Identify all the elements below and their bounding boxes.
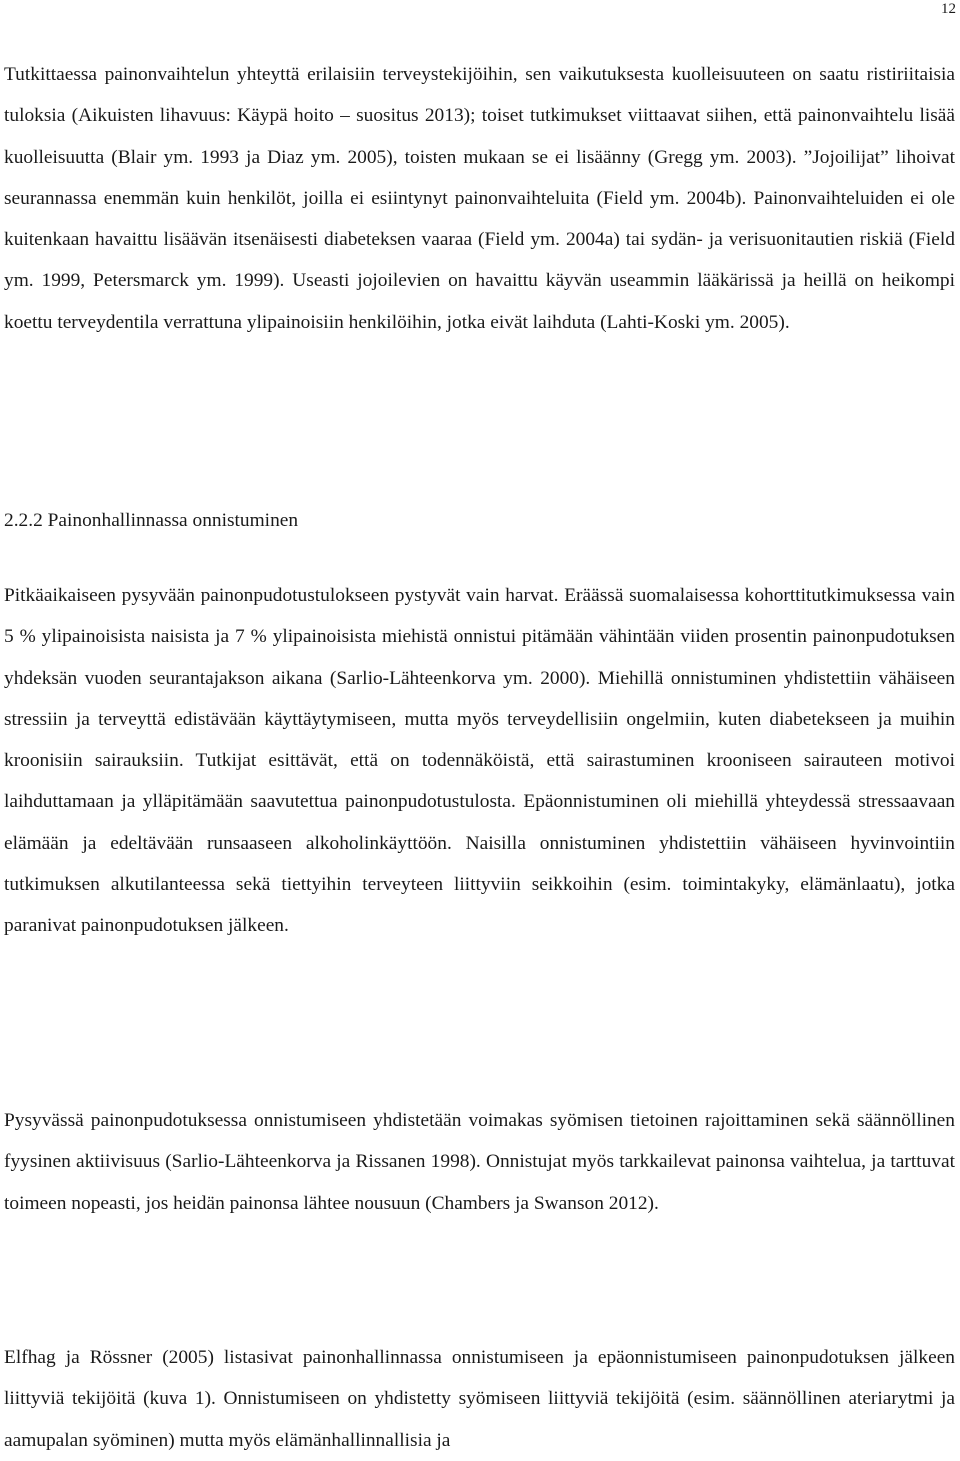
page-number: 12	[941, 1, 956, 17]
section-heading: 2.2.2 Painonhallinnassa onnistuminen	[4, 510, 299, 531]
paragraph-elfhag-rossner: Elfhag ja Rössner (2005) listasivat painonhallinnassa onnistumiseen ja epäonnistumiseen painonpudotuksen jälkeen liittyviä tekijöitä (kuva 1). Onnistumiseen on yhdistetty syömiseen liittyviä tekijöitä (esim. säännöllinen ateriarytmi ja aamupalan syöminen) mutta myös elämänhallinnallisia ja	[4, 1347, 955, 1451]
paragraph-weight-fluctuation: Tutkittaessa painonvaihtelun yhteyttä erilaisiin terveystekijöihin, sen vaikutuksesta kuolleisuuteen on saatu ristiriitaisia tuloksia (Aikuisten lihavuus: Käypä hoito – suositus 2013); toiset tutkimukset viittaavat siihen, että painonvaihtelu lisää kuolleisuutta (Blair ym. 1993 ja Diaz ym. 2005), toisten mukaan se ei lisäänny (Gregg ym. 2003). ”Jojoilijat” lihoivat seurannassa enemmän kuin henkilöt, joilla ei esiintynyt painonvaihteluita (Field ym. 2004b). Painonvaihteluiden ei ole kuitenkaan havaittu lisäävän itsenäisesti diabeteksen vaaraa (Field ym. 2004a) tai sydän- ja verisuonitautien riskiä (Field ym. 1999, Petersmarck ym. 1999). Useasti jojoilevien on havaittu käyvän useammin lääkärissä ja heillä on heikompi koettu terveydentila verrattuna ylipainoisiin henkilöihin, jotka eivät laihduta (Lahti-Koski ym. 2005).	[4, 64, 955, 333]
paragraph-sustained-weight-loss: Pysyvässä painonpudotuksessa onnistumiseen yhdistetään voimakas syömisen tietoinen rajoittaminen sekä säännöllinen fyysinen aktiivisuus (Sarlio-Lähteenkorva ja Rissanen 1998). Onnistujat myös tarkkailevat painonsa vaihtelua, ja tarttuvat toimeen nopeasti, jos heidän painonsa lähtee nousuun (Chambers ja Swanson 2012).	[4, 1110, 955, 1214]
paragraph-long-term-success: Pitkäaikaiseen pysyvään painonpudotustulokseen pystyvät vain harvat. Eräässä suomalaisessa kohorttitutkimuksessa vain 5 % ylipainoisista naisista ja 7 % ylipainoisista miehistä onnistui pitämään vähintään viiden prosentin painonpudotuksen yhdeksän vuoden seurantajakson aikana (Sarlio-Lähteenkorva ym. 2000). Miehillä onnistuminen yhdistettiin vähäiseen stressiin ja terveyttä edistävään käyttäytymiseen, mutta myös terveydellisiin ongelmiin, kuten diabetekseen ja muihin kroonisiin sairauksiin. Tutkijat esittävät, että on todennäköistä, että sairastuminen krooniseen sairauteen motivoi laihduttamaan ja ylläpitämään saavutettua painonpudotustulosta. Epäonnistuminen oli miehillä yhteydessä stressaavaan elämään ja edeltävään runsaaseen alkoholinkäyttöön. Naisilla onnistuminen yhdistettiin vähäiseen hyvinvointiin tutkimuksen alkutilanteessa sekä tiettyihin terveyteen liittyviin seikkoihin (esim. toimintakyky, elämänlaatu), jotka paranivat painonpudotuksen jälkeen.	[4, 585, 955, 937]
